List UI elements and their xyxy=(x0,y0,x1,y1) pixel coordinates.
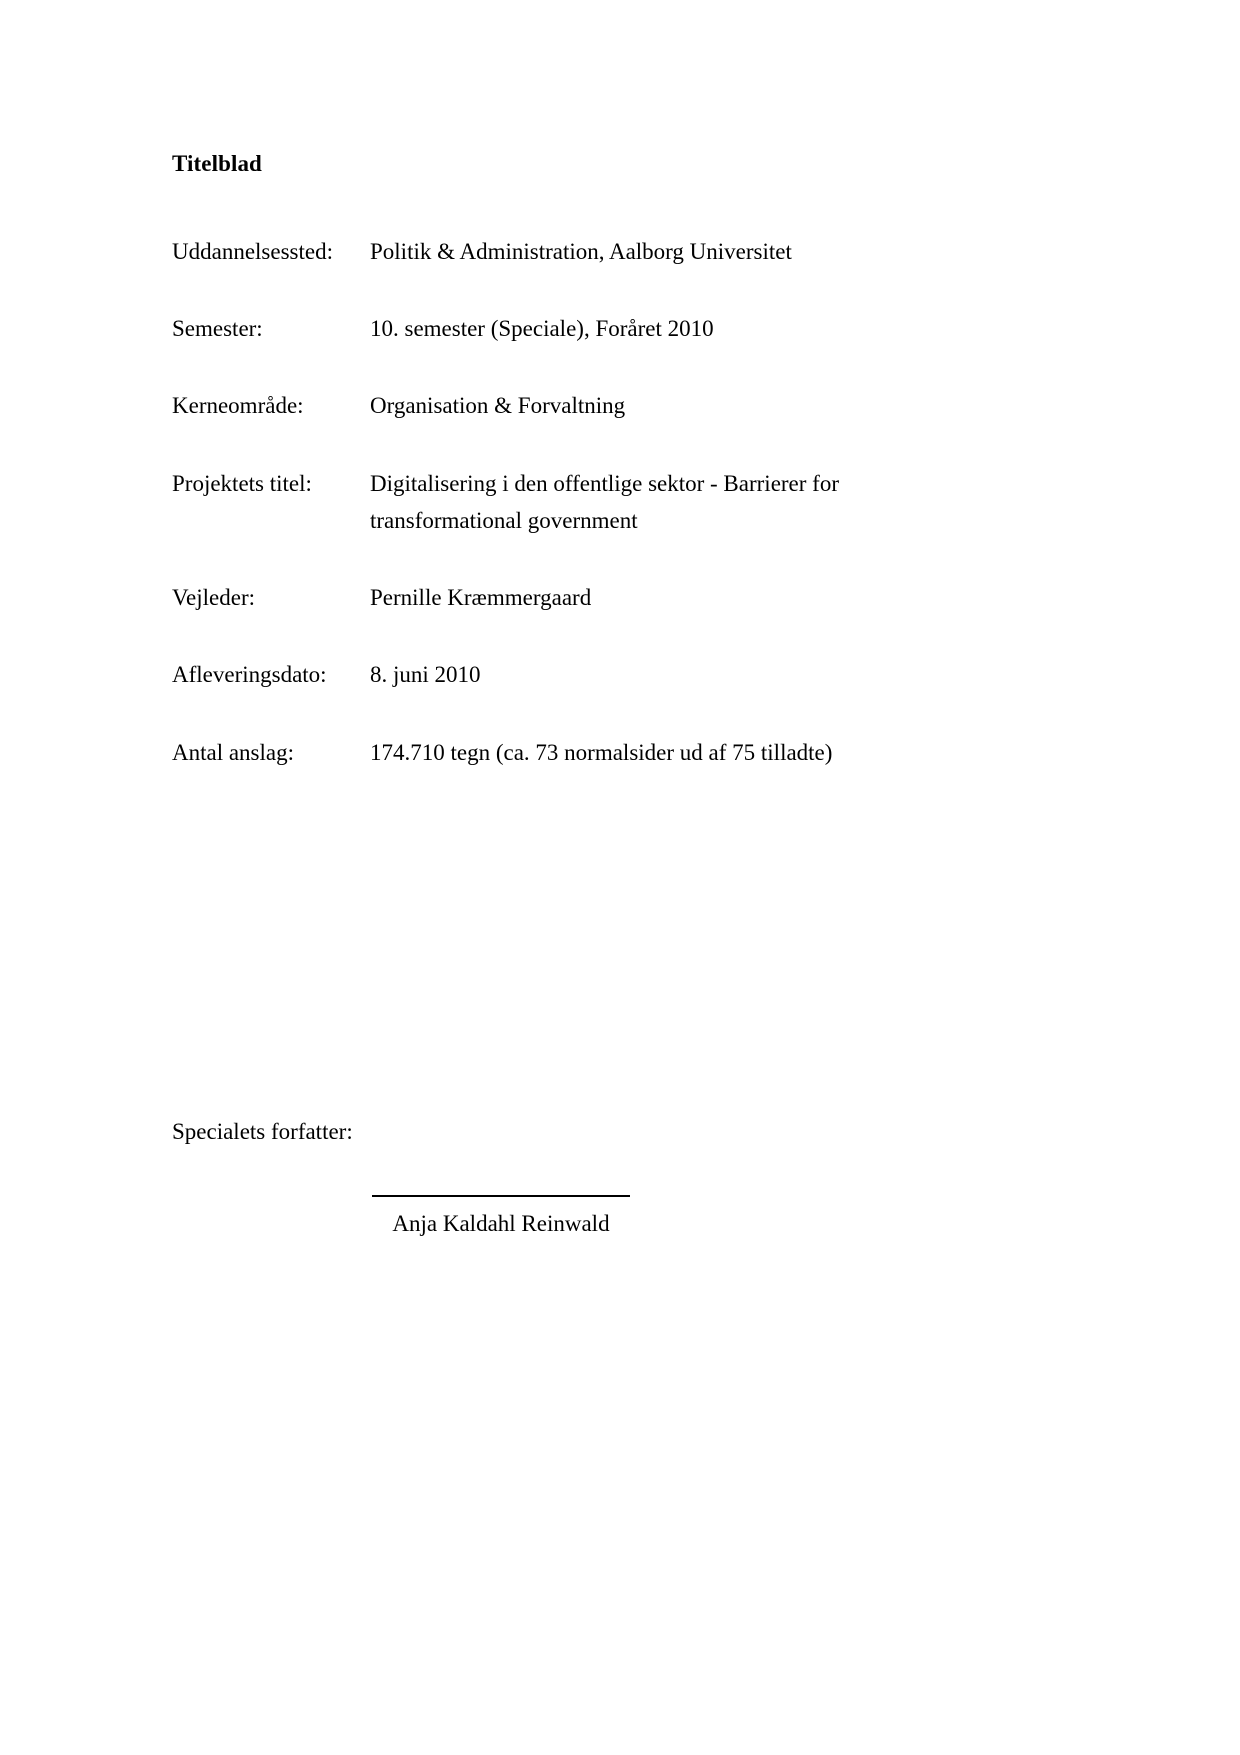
field-label-projektets-titel: Projektets titel: xyxy=(172,470,312,496)
field-label-vejleder: Vejleder: xyxy=(172,585,256,610)
metadata-field-list xyxy=(172,233,1072,771)
field-value-line: Organisation & Forvaltning xyxy=(370,393,626,419)
field-value-line: Pernille Kræmmergaard xyxy=(370,585,592,610)
field-row-semester xyxy=(172,310,1072,347)
field-label-uddannelsessted: Uddannelsessted: xyxy=(172,238,333,264)
field-row-uddannelsessted xyxy=(172,233,1072,270)
field-value-afleveringsdato xyxy=(370,656,870,693)
field-value-line: 8. juni 2010 xyxy=(370,662,481,688)
field-value-antal-anslag xyxy=(370,734,870,771)
field-label-afleveringsdato: Afleveringsdato: xyxy=(172,662,327,688)
page-title: Titelblad xyxy=(172,151,262,176)
field-value-line: 10. semester (Speciale), Foråret 2010 xyxy=(370,316,714,341)
field-row-projektets-titel xyxy=(172,465,1072,540)
field-value-projektets-titel xyxy=(370,465,870,540)
field-value-line: 174.710 tegn (ca. 73 normalsider ud af 75 tilladte) xyxy=(370,739,833,765)
field-value-kerneomraade xyxy=(370,387,870,424)
field-label-kerneomraade: Kerneområde: xyxy=(172,393,304,419)
field-value-line: transformational government xyxy=(370,507,638,533)
field-value-semester xyxy=(370,310,870,347)
title-page-content xyxy=(172,150,1072,811)
author-section xyxy=(172,1113,1072,1150)
field-label-semester: Semester: xyxy=(172,316,263,341)
field-value-line: Politik & Administration, Aalborg Universitet xyxy=(370,238,792,264)
author-name: Anja Kaldahl Reinwald xyxy=(392,1211,610,1236)
field-value-uddannelsessted xyxy=(370,233,870,270)
field-label-antal-anslag: Antal anslag: xyxy=(172,739,294,765)
field-row-antal-anslag xyxy=(172,734,1072,771)
field-row-vejleder xyxy=(172,579,1072,616)
signature-line xyxy=(372,1195,630,1197)
field-row-afleveringsdato xyxy=(172,656,1072,693)
field-row-kerneomraade xyxy=(172,387,1072,424)
field-value-vejleder xyxy=(370,579,870,616)
field-value-line: Digitalisering i den offentlige sektor - Barrierer for xyxy=(370,470,839,496)
signature-area xyxy=(271,1195,731,1242)
author-prompt-label: Specialets forfatter: xyxy=(172,1119,353,1144)
